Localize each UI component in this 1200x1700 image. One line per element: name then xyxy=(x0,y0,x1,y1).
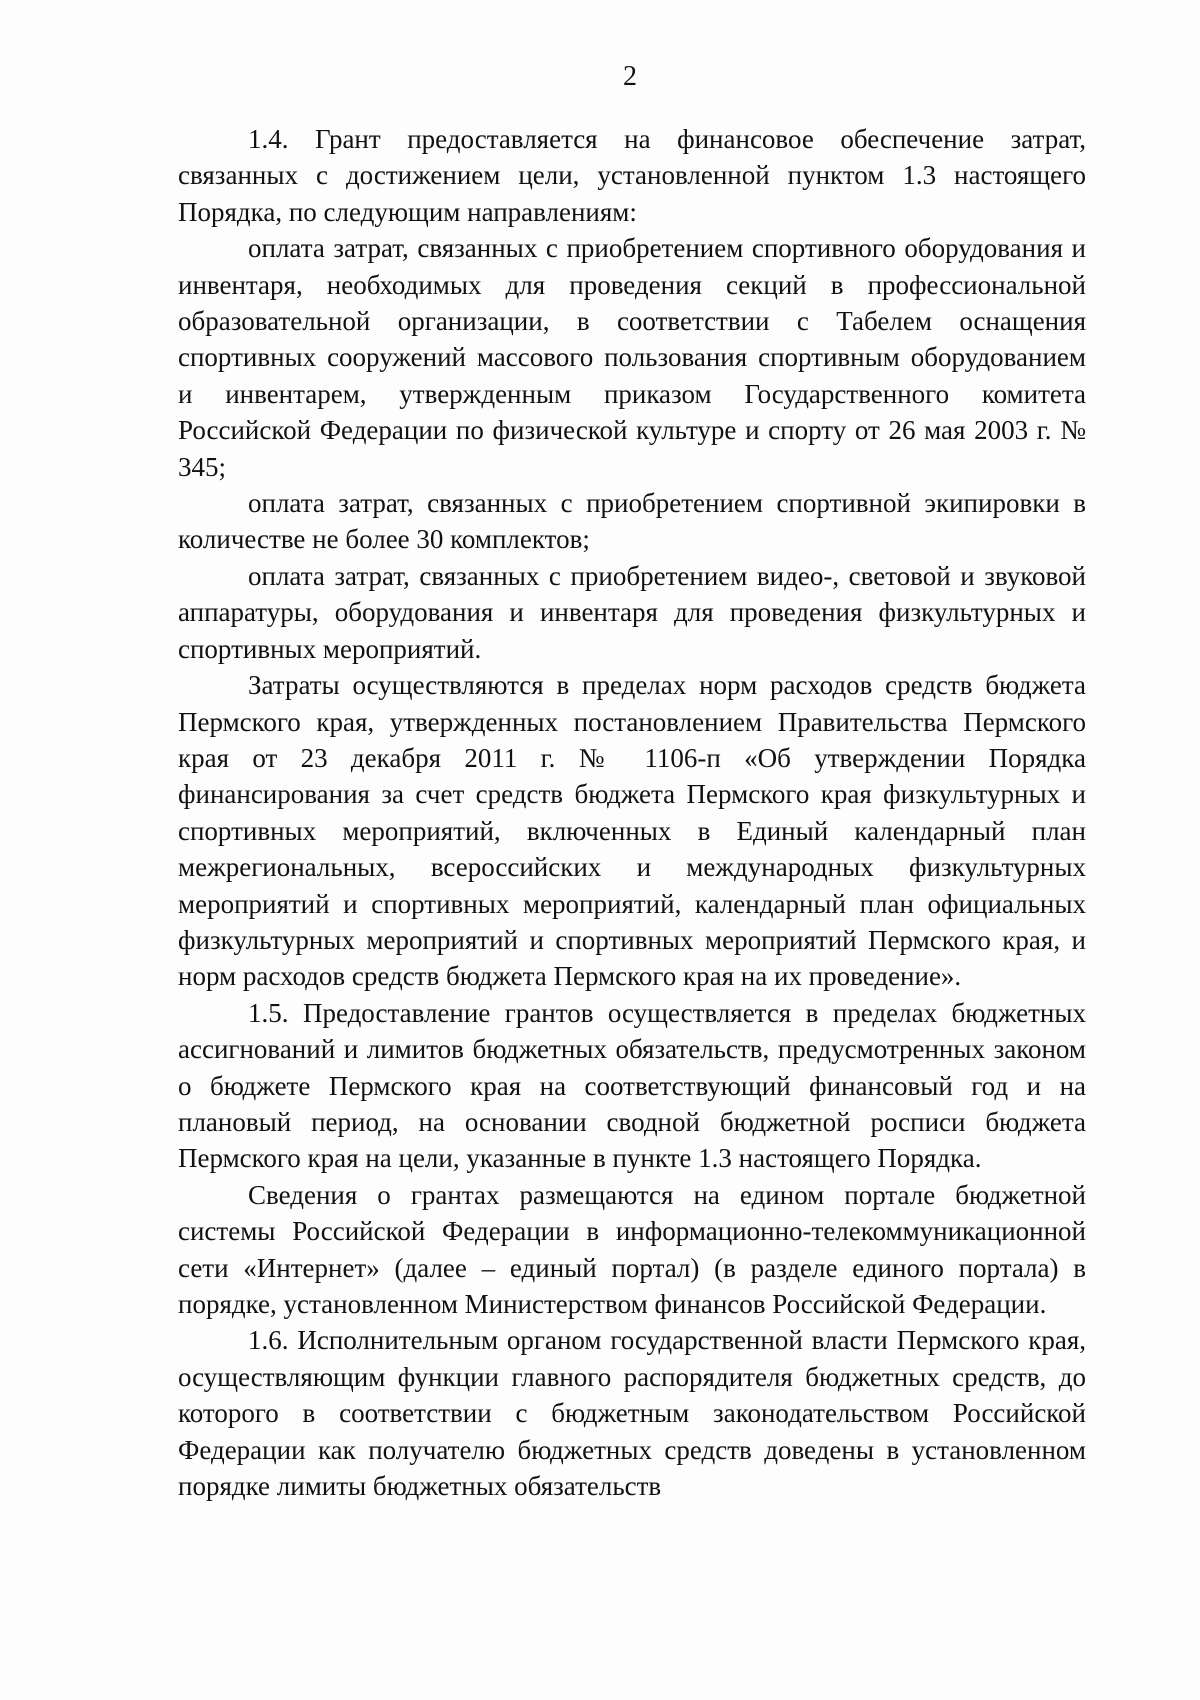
document-body xyxy=(178,121,1086,1504)
paragraph-1-5: 1.5. Предоставление грантов осуществляется в пределах бюджетных ассигнований и лимитов бюджетных обязательств, предусмотренных законом о бюджете Пермского края на соответствующий финансовый год и на плановый период, на основании сводной бюджетной росписи бюджета Пермского края на цели, указанные в пункте 1.3 настоящего Порядка. xyxy=(178,997,1086,1174)
page-number: 2 xyxy=(623,61,637,92)
paragraph-1-4: 1.4. Грант предоставляется на финансовое обеспечение затрат, связанных с достижением цели, установленной пунктом 1.3 настоящего Порядка, по следующим направлениям: xyxy=(178,124,1086,227)
paragraph-expense-norms: Затраты осуществляются в пределах норм расходов средств бюджета Пермского края, утвержденных постановлением Правительства Пермского края от 23 декабря 2011 г. № 1106-п «Об утверждении Порядка финансирования за счет средств бюджета Пермского края физкультурных и спортивных мероприятий, включенных в Единый календарный план межрегиональных, всероссийских и международных физкультурных мероприятий и спортивных мероприятий, календарный план официальных физкультурных мероприятий и спортивных мероприятий Пермского края, и норм расходов средств бюджета Пермского края на их проведение». xyxy=(178,670,1086,992)
paragraph-av-equipment: оплата затрат, связанных с приобретением видео-, световой и звуковой аппаратуры, оборудования и инвентаря для проведения физкультурных и спортивных мероприятий. xyxy=(178,560,1086,664)
paragraph-grant-info: Сведения о грантах размещаются на едином портале бюджетной системы Российской Федерации в информационно-телекоммуникационной сети «Интернет» (далее – единый портал) (в разделе единого портала) в порядке, установленном Министерством финансов Российской Федерации. xyxy=(178,1179,1086,1319)
paragraph-1-6: 1.6. Исполнительным органом государственной власти Пермского края, осуществляющим функции главного распорядителя бюджетных средств, до которого в соответствии с бюджетным законодательством Российской Федерации как получателю бюджетных средств доведены в установленном порядке лимиты бюджетных обязательств xyxy=(178,1325,1086,1502)
paragraph-sports-gear: оплата затрат, связанных с приобретением спортивной экипировки в количестве не более 30 комплектов; xyxy=(178,488,1086,555)
paragraph-sports-equipment: оплата затрат, связанных с приобретением спортивного оборудования и инвентаря, необходимых для проведения секций в профессиональной образовательной организации, в соответствии с Табелем оснащения спортивных сооружений массового пользования спортивным оборудованием и инвентарем, утвержденным приказом Государственного комитета Российской Федерации по физической культуре и спорту от 26 мая 2003 г. № 345; xyxy=(178,233,1086,482)
